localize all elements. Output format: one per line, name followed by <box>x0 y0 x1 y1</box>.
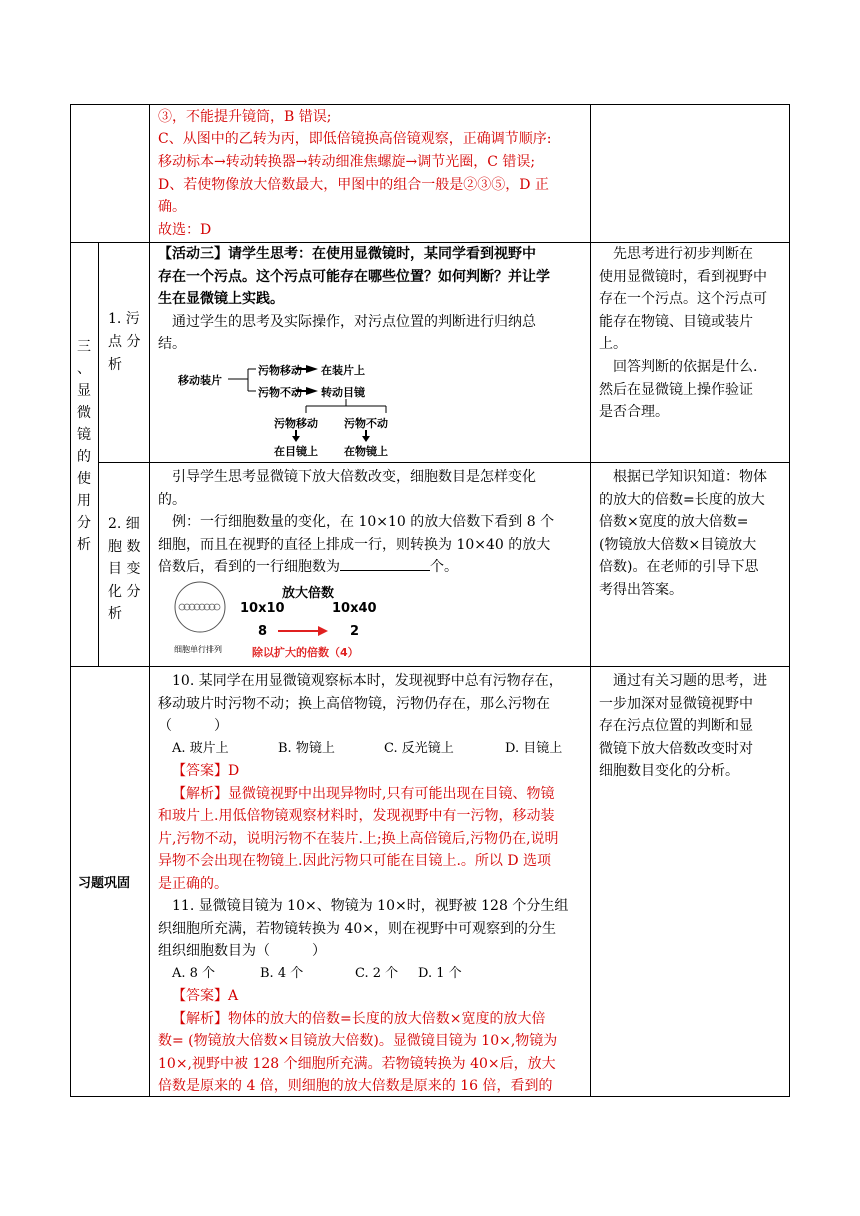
answer-blank <box>340 556 430 571</box>
q10-analysis-1: 【解析】显微镜视野中出现异物时,只有可能出现在目镜、物镜 <box>172 786 555 802</box>
q11-analysis-4: 倍数是原来的 4 倍，则细胞的放大倍数是原来的 16 倍，看到的 <box>158 1078 553 1094</box>
activity3-line-1: 【活动三】请学生思考：在使用显微镜时，某同学看到视野中 <box>158 246 536 262</box>
sub2-line-2: 的。 <box>158 492 186 508</box>
q11-line-2: 织细胞所充满，若物镜转换为 40×，则在视野中可观察到的分生 <box>158 921 556 937</box>
q11-line-3: 组织细胞数目为（ ） <box>158 943 326 959</box>
section3-title-char: 、 <box>77 361 91 377</box>
sub2-line-5 <box>158 556 458 579</box>
practice-student-2: 一步加深对显微镜视野中 <box>599 696 753 712</box>
top-line-2: C、从图中的乙转为丙，即低倍镜换高倍镜观察，正确调节顺序: <box>158 131 552 147</box>
q10-line-1: 10. 某同学在用显微镜观察标本时，发现视野中总有污物存在， <box>172 673 563 689</box>
top-line-6: 故选：D <box>158 222 212 238</box>
table-border-top <box>70 104 790 105</box>
summary-line-1: 通过学生的思考及实际操作，对污点位置的判断进行归纳总 <box>172 314 536 330</box>
section3-title-char: 镜 <box>77 427 91 443</box>
practice-student-4: 微镜下放大倍数改变时对 <box>599 741 753 757</box>
count-after: 2 <box>350 624 360 639</box>
mag-value-1: 10x10 <box>240 601 285 616</box>
section3-title-char: 的 <box>77 449 91 465</box>
magnification-figure <box>170 580 385 660</box>
activity3-line-2: 存在一个污点。这个污点可能存在哪些位置？如何判断？并让学 <box>158 269 550 285</box>
sub2-student-1: 根据已学知识知道：物体 <box>613 469 767 485</box>
sub1-student-8: 是否合理。 <box>599 404 669 420</box>
section3-title-char: 微 <box>77 405 91 421</box>
col-divider-content <box>149 104 150 1097</box>
sub2-label-5: 析 <box>108 606 122 622</box>
sub2-label-1: 2. 细 <box>108 516 140 532</box>
section3-title-char: 使 <box>77 471 91 487</box>
q10-answer: 【答案】D <box>172 763 240 779</box>
q10-analysis-5: 是正确的。 <box>158 876 228 892</box>
sub1-student-5: 上。 <box>599 336 627 352</box>
col-divider-sublabel <box>98 242 99 666</box>
q10-option-a: A. 玻片上 <box>172 741 229 756</box>
practice-student-1: 通过有关习题的思考，进 <box>613 673 767 689</box>
flow-leaf1-result: 在目镜上 <box>274 445 318 458</box>
figure-caption: 细胞单行排列 <box>174 645 222 654</box>
q10-option-c: C. 反光镜上 <box>384 741 454 756</box>
col-divider-student <box>590 104 591 1097</box>
q11-analysis-1: 【解析】物体的放大的倍数=长度的放大倍数×宽度的放大倍 <box>172 1011 546 1027</box>
sub2-blank-suffix: 个。 <box>430 559 458 575</box>
row-divider-practice <box>70 666 790 667</box>
sub2-line-1: 引导学生思考显微镜下放大倍数改变，细胞数目是怎样变化 <box>172 469 536 485</box>
figure-note: 除以扩大的倍数（4） <box>252 646 359 659</box>
flow-leaf2-result: 在物镜上 <box>344 445 388 458</box>
q10-line-2: 移动玻片时污物不动；换上高倍物镜，污物仍存在，那么污物在 <box>158 696 550 712</box>
sub2-label-3: 目 变 <box>108 561 141 577</box>
flow-branch1: 污物移动 <box>258 364 302 377</box>
flow-leaf2: 污物不动 <box>344 417 388 430</box>
flow-root: 移动装片 <box>178 374 222 387</box>
practice-title: 习题巩固 <box>78 876 131 891</box>
sub2-label-2: 胞 数 <box>108 539 141 555</box>
q11-line-1: 11. 显微镜目镜为 10×、物镜为 10×时，视野被 128 个分生组 <box>172 898 569 914</box>
table-border-right <box>789 104 790 1097</box>
sub1-student-3: 存在一个污点。这个污点可 <box>599 291 767 307</box>
sub1-student-1: 先思考进行初步判断在 <box>613 246 753 262</box>
sub2-student-3: 倍数×宽度的放大倍数= <box>599 514 749 530</box>
table-border-left <box>70 104 71 1097</box>
q11-option-d: D. 1 个 <box>418 966 462 981</box>
activity3-line-3: 生在显微镜上实践。 <box>158 291 284 307</box>
sub1-label-3: 析 <box>108 357 122 373</box>
mag-header: 放大倍数 <box>282 586 335 601</box>
q11-option-c: C. 2 个 <box>355 966 399 981</box>
count-before: 8 <box>258 624 268 639</box>
sub2-student-4: (物镜放大倍数×目镜放大 <box>599 537 757 553</box>
flow-branch2: 污物不动 <box>258 386 302 399</box>
top-line-3: 移动标本→转动转换器→转动细准焦螺旋→调节光圈，C 错误; <box>158 154 536 170</box>
summary-line-2: 结。 <box>158 336 186 352</box>
section3-title-char: 用 <box>77 493 91 509</box>
sub1-student-4: 能存在物镜、目镜或装片 <box>599 314 753 330</box>
practice-student-3: 存在污点位置的判断和显 <box>599 718 753 734</box>
flow-leaf1: 污物移动 <box>274 417 318 430</box>
sub2-student-2: 的放大的倍数=长度的放大 <box>599 492 765 508</box>
sub2-student-6: 考得出答案。 <box>599 582 683 598</box>
section3-title-char: 析 <box>77 537 91 553</box>
q10-option-d: D. 目镜上 <box>505 741 563 756</box>
q10-analysis-4: 异物不会出现在物镜上.因此污物只可能在目镜上.。所以 D 选项 <box>158 853 552 869</box>
q11-option-a: A. 8 个 <box>172 966 216 981</box>
q11-answer: 【答案】A <box>172 988 239 1004</box>
q11-analysis-3: 10×,视野中被 128 个细胞所充满。若物镜转换为 40×后，放大 <box>158 1056 556 1072</box>
section3-title-char: 三 <box>77 339 91 355</box>
top-line-5: 确。 <box>158 199 186 215</box>
q10-analysis-3: 片,污物不动，说明污物不在装片.上;换上高倍镜后,污物仍在,说明 <box>158 831 559 847</box>
q11-analysis-2: 数= (物镜放大倍数×目镜放大倍数)。显微镜目镜为 10×,物镜为 <box>158 1033 558 1049</box>
sub1-label-2: 点 分 <box>108 334 141 350</box>
sub2-line-4: 细胞，而且在视野的直径上排成一行，则转换为 10×40 的放大 <box>158 537 551 553</box>
q10-option-b: B. 物镜上 <box>278 741 335 756</box>
q11-option-b: B. 4 个 <box>260 966 304 981</box>
sub2-label-4: 化 分 <box>108 584 141 600</box>
sub2-question-text: 倍数后，看到的一行细胞数为 <box>158 559 340 575</box>
sub1-student-2: 使用显微镜时，看到视野中 <box>599 269 767 285</box>
row-divider-sub2 <box>98 462 790 463</box>
q10-analysis-2: 和玻片上.用低倍物镜观察材料时，发现视野中有一污物，移动装 <box>158 808 555 824</box>
section3-title-char: 分 <box>77 515 91 531</box>
flow-action2: 转动目镜 <box>321 386 365 399</box>
sub1-label-1: 1. 污 <box>108 311 140 327</box>
mag-value-2: 10x40 <box>332 601 377 616</box>
top-line-4: D、若使物像放大倍数最大，甲图中的组合一般是②③⑤，D 正 <box>158 177 549 193</box>
practice-student-5: 细胞数目变化的分析。 <box>599 763 739 779</box>
sub2-line-3: 例：一行细胞数量的变化，在 10×10 的放大倍数下看到 8 个 <box>172 514 555 530</box>
q10-line-3: （ ） <box>158 718 228 734</box>
sub1-student-7: 然后在显微镜上操作验证 <box>599 382 753 398</box>
stain-flowchart <box>170 358 420 460</box>
flow-result1: 在装片上 <box>321 364 365 377</box>
section3-title-char: 显 <box>77 383 91 399</box>
sub1-student-6: 回答判断的依据是什么. <box>613 359 758 375</box>
sub2-student-5: 倍数)。在老师的引导下思 <box>599 559 759 575</box>
top-line-1: ③，不能提升镜筒，B 错误; <box>158 109 332 125</box>
